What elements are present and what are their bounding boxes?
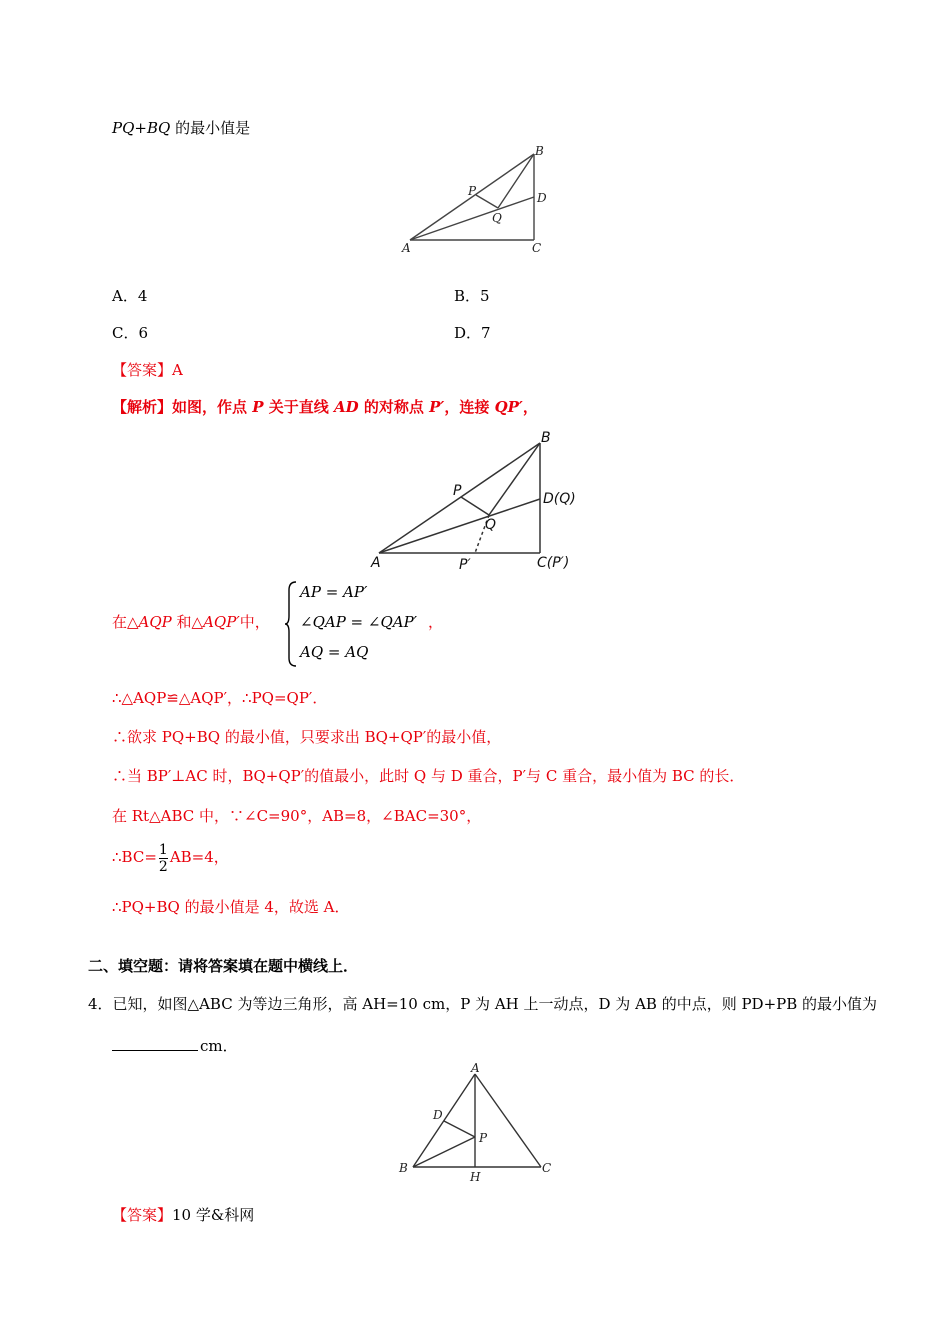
analysis-l1b: P xyxy=(252,398,264,416)
q3-figure xyxy=(398,140,558,260)
analysis-l2e: 中， xyxy=(239,613,270,631)
fig2-label-q: Q xyxy=(485,517,497,533)
answer-3-tag: 【答案】 xyxy=(112,361,173,379)
analysis-line-1 xyxy=(112,397,538,417)
analysis-l2a: 在△ xyxy=(112,613,139,631)
fig3-label-h: H xyxy=(470,1170,481,1184)
analysis-l1g: ，连接 xyxy=(444,398,495,416)
fig1-label-d: D xyxy=(537,191,547,205)
analysis-line-7 xyxy=(112,838,229,876)
fraction-numerator: 1 xyxy=(158,841,168,858)
analysis-line-6: 在 Rt△ABC 中，∵∠C=90°，AB=8，∠BAC=30°， xyxy=(112,807,482,825)
answer-3-value: A xyxy=(172,361,183,379)
q4-body: 已知，如图△ABC 为等边三角形，高 AH=10 cm，P 为 AH 上一动点，D 为 AB 的中点，则 PD+PB 的最小值为 xyxy=(112,995,878,1013)
fig1-label-p: P xyxy=(468,184,477,198)
analysis-l1e: 的对称点 xyxy=(358,398,430,416)
q3-stem-pq: PQ xyxy=(112,119,135,137)
option-b: B．5 xyxy=(454,287,490,305)
analysis-l7a: ∴BC= xyxy=(112,848,157,866)
fig2-label-b: B xyxy=(541,430,551,446)
fig1-label-a: A xyxy=(402,241,411,255)
analysis-l2b: AQP xyxy=(138,613,172,631)
fig2-label-pprime: P′ xyxy=(459,557,471,573)
analysis-line-4: ∴欲求 PQ+BQ 的最小值，只要求出 BQ+QP′的最小值， xyxy=(112,728,502,746)
fig3-label-d: D xyxy=(433,1108,443,1122)
fig2-label-d: D(Q) xyxy=(543,491,576,507)
system-row-3: AQ = AQ xyxy=(300,643,369,661)
analysis-l1f: P′ xyxy=(429,398,445,416)
fig2-label-c: C(P′) xyxy=(537,555,570,571)
fraction-denominator: 2 xyxy=(158,858,168,875)
q4-text xyxy=(88,994,877,1014)
analysis-tag: 【解析】 xyxy=(112,398,173,416)
analysis-line-2 xyxy=(112,612,270,632)
analysis-l7b: AB=4， xyxy=(169,848,229,866)
system-brace xyxy=(284,580,298,668)
analysis-line-5: ∴当 BP′⊥AC 时，BQ+QP′的值最小，此时 Q 与 D 重合，P′与 C 重合，最小值为 BC 的长． xyxy=(112,767,745,785)
analysis-line-8: ∴PQ+BQ 的最小值是 4，故选 A． xyxy=(112,898,350,916)
fig3-label-c: C xyxy=(542,1161,552,1175)
analysis-line-3: ∴△AQP≌△AQP′，∴PQ=QP′． xyxy=(112,689,328,707)
q4-answer-line xyxy=(112,1036,238,1056)
analysis-l1d: AD xyxy=(333,398,359,416)
system-end: ， xyxy=(428,613,444,631)
fraction-one-half xyxy=(159,842,168,875)
answer-3 xyxy=(112,360,183,380)
fig3-label-b: B xyxy=(399,1161,408,1175)
fig3-label-a: A xyxy=(471,1061,480,1075)
analysis-l1h: QP′ xyxy=(494,398,523,416)
q3-stem-bq: BQ xyxy=(146,119,171,137)
fig1-label-c: C xyxy=(532,241,542,255)
fig2-label-a: A xyxy=(371,555,381,571)
q3-stem-plus: + xyxy=(134,119,147,137)
fig1-label-b: B xyxy=(535,144,544,158)
fig3-label-p: P xyxy=(479,1131,488,1145)
system-row-1: AP = AP′ xyxy=(300,583,368,601)
q3-stem-rest: 的最小值是 xyxy=(170,119,251,137)
analysis-l2c: 和△ xyxy=(171,613,204,631)
answer-4-tag: 【答案】 xyxy=(112,1206,173,1224)
q3-stem xyxy=(112,118,250,138)
analysis-l1c: 关于直线 xyxy=(263,398,334,416)
analysis-l2d: AQP′ xyxy=(203,613,240,631)
answer-blank[interactable] xyxy=(112,1036,198,1051)
fig2-label-p: P xyxy=(453,483,462,499)
analysis-l1i: ， xyxy=(522,398,538,416)
q4-number: 4． xyxy=(88,995,113,1013)
analysis-l1a: 如图，作点 xyxy=(172,398,253,416)
option-d: D．7 xyxy=(454,324,491,342)
option-a: A．4 xyxy=(112,287,148,305)
option-c: C．6 xyxy=(112,324,149,342)
analysis-figure xyxy=(365,425,585,575)
fig1-label-q: Q xyxy=(492,211,502,225)
q4-unit: cm． xyxy=(200,1037,238,1055)
section-2-title: 二、填空题：请将答案填在题中横线上． xyxy=(88,957,359,975)
system-row-2: ∠QAP = ∠QAP′ xyxy=(300,613,418,631)
q4-figure xyxy=(396,1060,556,1185)
answer-4-value: 10 学&科网 xyxy=(172,1206,255,1224)
answer-4 xyxy=(112,1205,254,1225)
